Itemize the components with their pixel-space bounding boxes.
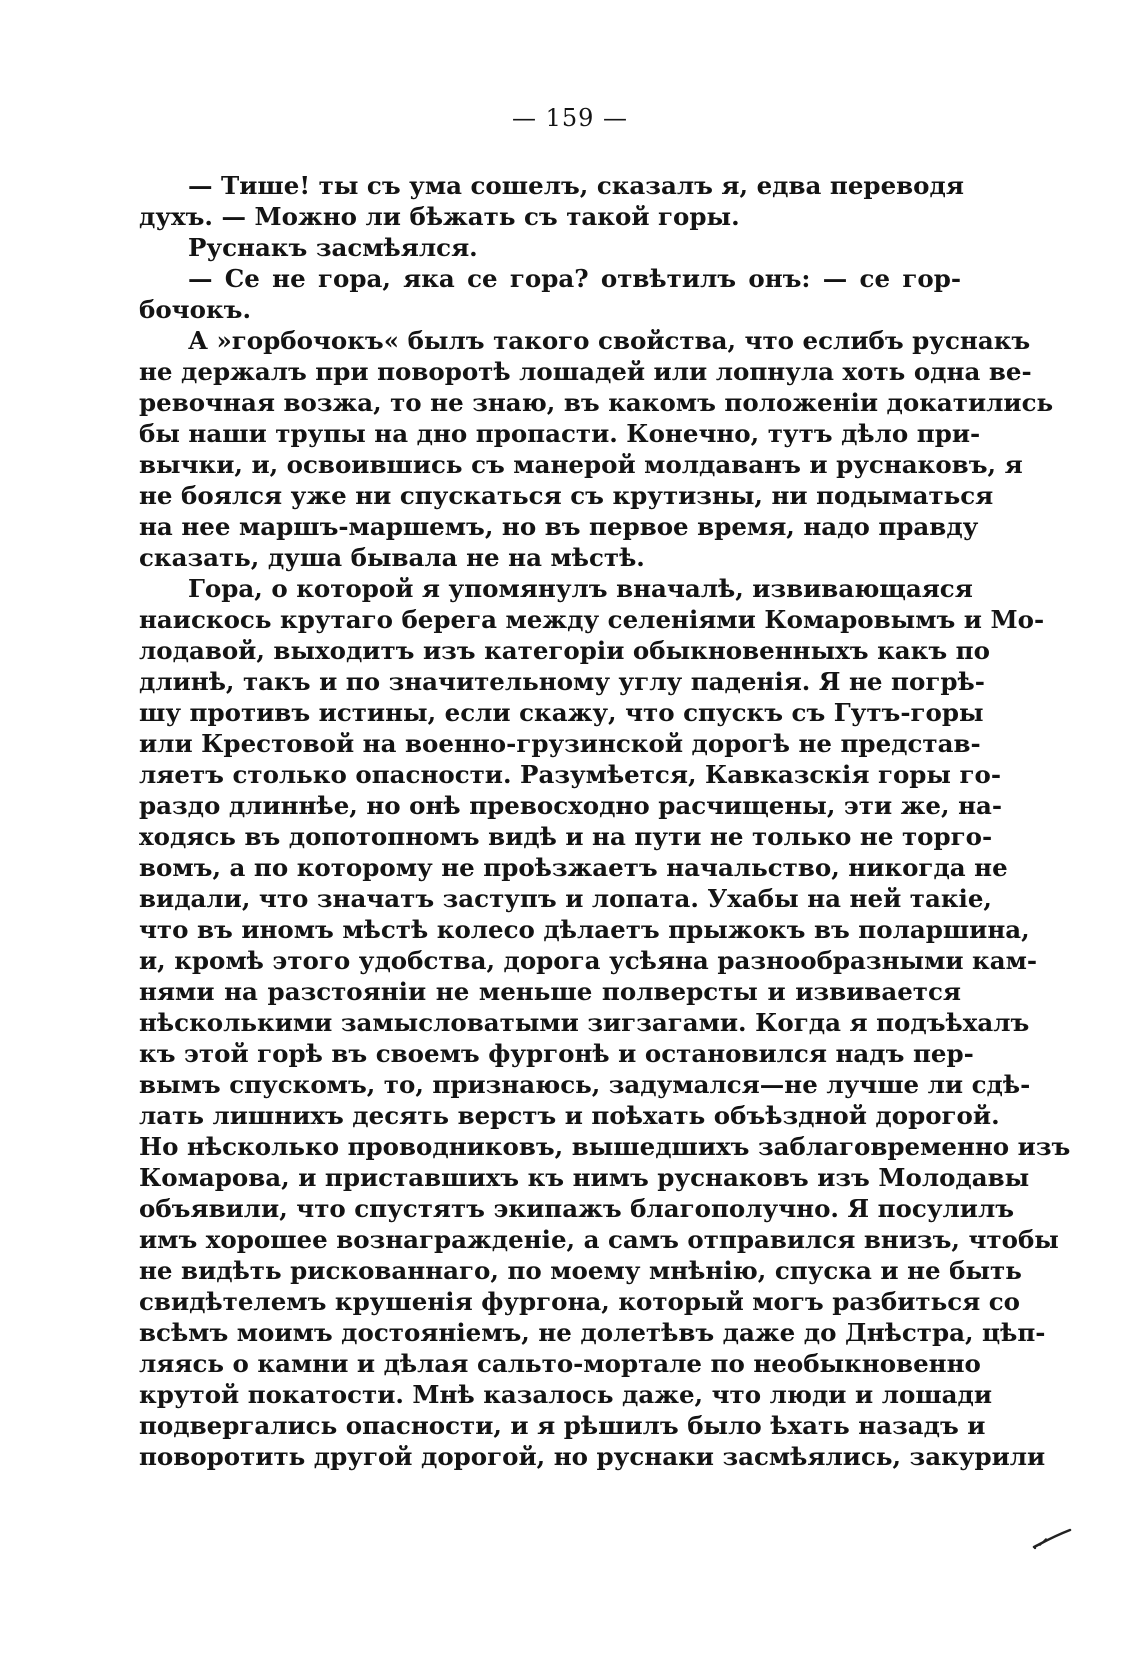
text-line: нями на разстояніи не меньше полверсты и извивается — [139, 977, 961, 1006]
text-line: лать лишнихъ десять верстъ и поѣхать объѣздной дорогой. — [139, 1101, 1000, 1130]
text-line: ходясь въ допотопномъ видѣ и на пути не только не торго- — [139, 822, 993, 851]
text-line: Гора, о которой я упомянулъ вначалѣ, извивающаяся — [188, 574, 973, 603]
text-line: ляетъ столько опасности. Разумѣется, Кавказскія горы го- — [139, 760, 1002, 789]
text-line: что въ иномъ мѣстѣ колесо дѣлаетъ прыжокъ въ поларшина, — [139, 915, 1030, 944]
text-line: не видѣть рискованнаго, по моему мнѣнію, спуска и не быть — [139, 1256, 1022, 1285]
text-line: вымъ спускомъ, то, признаюсь, задумался—не лучше ли сдѣ- — [139, 1070, 1031, 1099]
ink-mark — [1032, 1527, 1072, 1551]
text-line: ревочная возжа, то не знаю, въ какомъ положеніи докатились — [139, 388, 1054, 417]
text-line: нѣсколькими замысловатыми зигзагами. Когда я подъѣхалъ — [139, 1008, 1030, 1037]
text-line: Но нѣсколько проводниковъ, вышедшихъ заблаговременно изъ — [139, 1132, 1071, 1161]
body-text — [139, 170, 1071, 1472]
text-line: къ этой горѣ въ своемъ фургонѣ и остановился надъ пер- — [139, 1039, 974, 1068]
text-line: А »горбочокъ« былъ такого свойства, что еслибъ руснакъ — [188, 326, 1031, 355]
text-line: наискось крутаго берега между селеніями Комаровымъ и Мо- — [139, 605, 1045, 634]
text-line: видали, что значатъ заступъ и лопата. Ухабы на ней такіе, — [139, 884, 992, 913]
text-line: на нее маршъ-маршемъ, но въ первое время, надо правду — [139, 512, 979, 541]
text-line: ляясь о камни и дѣлая сальто-мортале по необыкновенно — [139, 1349, 981, 1378]
text-line: подвергались опасности, и я рѣшилъ было ѣхать назадъ и — [139, 1411, 986, 1440]
text-line: бочокъ. — [139, 295, 251, 324]
text-line: объявили, что спустятъ экипажъ благополучно. Я посулилъ — [139, 1194, 1015, 1223]
text-line: Комарова, и приставшихъ къ нимъ руснаковъ изъ Молодавы — [139, 1163, 1030, 1192]
text-line: крутой покатости. Мнѣ казалось даже, что люди и лошади — [139, 1380, 993, 1409]
text-line: не боялся уже ни спускаться съ крутизны, ни подыматься — [139, 481, 994, 510]
text-line: имъ хорошее вознагражденіе, а самъ отправился внизъ, чтобы — [139, 1225, 1059, 1254]
text-line: не держалъ при поворотѣ лошадей или лопнула хоть одна ве- — [139, 357, 1032, 386]
text-line: вомъ, а по которому не проѣзжаетъ начальство, никогда не — [139, 853, 1008, 882]
text-line: Руснакъ засмѣялся. — [188, 233, 478, 262]
text-line: поворотить другой дорогой, но руснаки засмѣялись, закурили — [139, 1442, 1046, 1471]
text-line: вычки, и, освоившись съ манерой молдаванъ и руснаковъ, я — [139, 450, 1023, 479]
text-line: свидѣтелемъ крушенія фургона, который могъ разбиться со — [139, 1287, 1021, 1316]
page-number: — 159 — — [511, 104, 629, 132]
text-line: всѣмъ моимъ достояніемъ, не долетѣвъ даже до Днѣстра, цѣп- — [139, 1318, 1046, 1347]
text-line: длинѣ, такъ и по значительному углу паденія. Я не погрѣ- — [139, 667, 985, 696]
text-line: или Крестовой на военно-грузинской дорогѣ не представ- — [139, 729, 981, 758]
text-line: — Се не гора, яка се гора? отвѣтилъ онъ: — се гор- — [188, 264, 961, 293]
text-line: и, кромѣ этого удобства, дорога усѣяна разнообразными кам- — [139, 946, 1038, 975]
text-line: сказать, душа бывала не на мѣстѣ. — [139, 543, 645, 572]
text-line: лодавой, выходитъ изъ категоріи обыкновенныхъ какъ по — [139, 636, 990, 665]
text-line: бы наши трупы на дно пропасти. Конечно, тутъ дѣло при- — [139, 419, 981, 448]
text-line: шу противъ истины, если скажу, что спускъ съ Гутъ-горы — [139, 698, 984, 727]
text-line: раздо длиннѣе, но онѣ превосходно расчищены, эти же, на- — [139, 791, 1003, 820]
text-line: духъ. — Можно ли бѣжать съ такой горы. — [139, 202, 740, 231]
text-line: — Тише! ты съ ума сошелъ, сказалъ я, едва переводя — [188, 171, 964, 200]
